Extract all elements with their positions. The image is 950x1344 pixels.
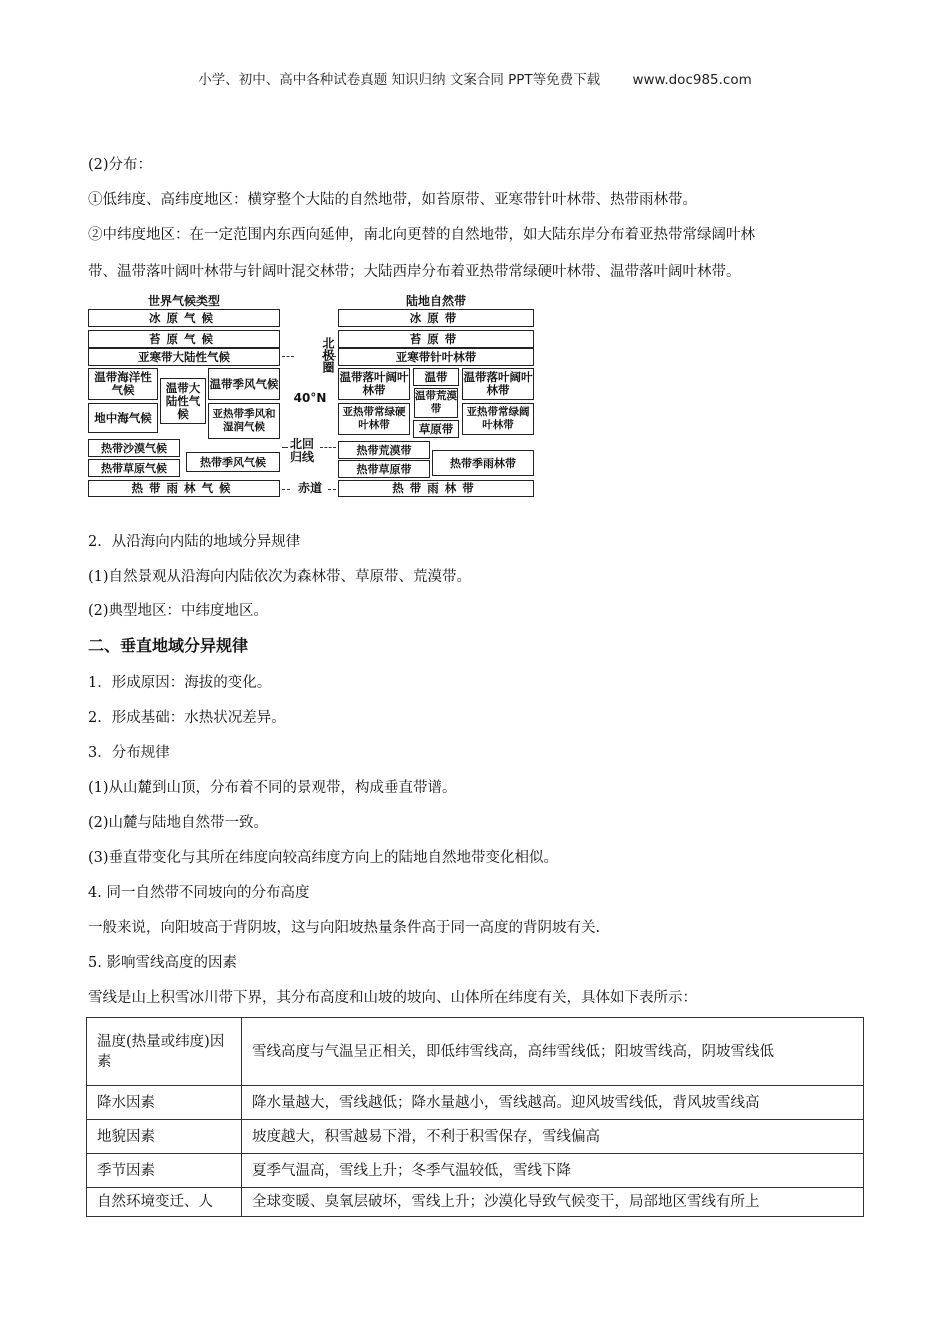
para-pattern-3: (3)垂直带变化与其所在纬度向较高纬度方向上的陆地自然地带变化相似。 [88, 850, 559, 866]
header-site: www.doc985.com [632, 72, 752, 88]
label-arctic-circle: 北极圈 [321, 337, 335, 373]
equator-dash-right [328, 489, 336, 490]
climate-trop-monsoon: 热带季风气候 [186, 452, 280, 472]
arctic-dash-left [282, 356, 294, 357]
zone-grassland: 草原带 [413, 420, 459, 438]
para-slope-title: 4. 同一自然带不同坡向的分布高度 [88, 885, 310, 901]
climate-temp-continental: 温带大陆性气候 [160, 378, 206, 424]
zone-tundra: 苔原带 [338, 330, 534, 348]
table-row [87, 1086, 864, 1120]
diagram-right-title: 陆地自然带 [405, 294, 466, 308]
zone-temp-decid-east: 温带落叶阔叶林带 [462, 368, 534, 400]
climate-mediterranean: 地中海气候 [88, 403, 158, 433]
table-row [87, 1018, 864, 1086]
table-cell-factor: 季节因素 [87, 1154, 242, 1188]
climate-subarctic: 亚寒带大陆性气候 [88, 348, 280, 366]
arctic-dash-right [322, 356, 336, 357]
zone-ice: 冰原带 [338, 309, 534, 327]
climate-zone-diagram [88, 292, 536, 498]
para-mid-lat-2: 带、温带落叶阔叶林带与针阔叶混交林带；大陆西岸分布着亚热带常绿硬叶林带、温带落叶阔叶林带。 [88, 264, 741, 280]
equator-dash-left [282, 489, 290, 490]
climate-subtrop-monsoon: 亚热带季风和湿润气候 [208, 403, 280, 439]
page-header [0, 68, 950, 88]
para-basis: 2．形成基础：水热状况差异。 [88, 710, 286, 726]
para-pattern: 3．分布规律 [88, 745, 170, 761]
climate-trop-rainforest: 热带雨林气候 [88, 480, 280, 497]
label-40n: 40°N [293, 391, 327, 405]
table-cell-desc: 全球变暖、臭氧层破坏，雪线上升；沙漠化导致气候变干，局部地区雪线有所上 [242, 1188, 864, 1217]
label-equator: 赤道 [297, 481, 322, 495]
table-cell-desc: 夏季气温高，雪线上升；冬季气温较低，雪线下降 [242, 1154, 864, 1188]
table-row [87, 1120, 864, 1154]
para-slope-desc: 一般来说，向阳坡高于背阴坡，这与向阳坡热量条件高于同一高度的背阴坡有关. [88, 920, 601, 936]
zone-temperate: 温带 [413, 368, 459, 386]
table-cell-desc: 坡度越大，积雪越易下滑，不利于积雪保存，雪线偏高 [242, 1120, 864, 1154]
para-snowline-desc: 雪线是山上积雪冰川带下界，其分布高度和山坡的坡向、山体所在纬度有关，具体如下表所示： [88, 990, 697, 1006]
para-typical: (2)典型地区：中纬度地区。 [88, 603, 269, 619]
table-cell-factor: 自然环境变迁、人 [87, 1188, 242, 1217]
para-snowline-title: 5. 影响雪线高度的因素 [88, 955, 237, 971]
para-cause: 1．形成原因：海拔的变化。 [88, 675, 272, 691]
zone-sclerophyll: 亚热带常绿硬叶林带 [338, 403, 410, 435]
zone-trop-savanna: 热带草原带 [338, 460, 430, 478]
table-cell-factor: 降水因素 [87, 1086, 242, 1120]
section-heading: 二、垂直地域分异规律 [88, 636, 249, 655]
zone-trop-desert: 热带荒漠带 [338, 441, 430, 459]
para-pattern-1: (1)从山麓到山顶，分布着不同的景观带，构成垂直带谱。 [88, 780, 457, 796]
climate-temp-monsoon: 温带季风气候 [208, 368, 280, 400]
zone-temp-desert: 温带荒漠带 [414, 388, 458, 418]
climate-tundra: 苔原气候 [88, 330, 280, 348]
diagram-left-title: 世界气候类型 [147, 294, 220, 308]
para-mid-lat-1: ②中纬度地区：在一定范围内东西向延伸，南北向更替的自然地带，如大陆东岸分布着亚热带常绿阔叶林 [88, 227, 755, 243]
table-cell-factor: 地貌因素 [87, 1120, 242, 1154]
label-tropic: 北回归线 [289, 437, 314, 464]
tropic-dash-left [282, 447, 288, 448]
para-pattern-2: (2)山麓与陆地自然带一致。 [88, 815, 269, 831]
snowline-factor-table [86, 1017, 864, 1217]
zone-trop-rainforest: 热带雨林带 [338, 480, 534, 497]
climate-ice: 冰原气候 [88, 309, 280, 327]
zone-taiga: 亚寒带针叶林带 [338, 348, 534, 366]
para-distribution: (2)分布： [88, 157, 153, 173]
zone-subtrop-evergreen: 亚热带常绿阔叶林带 [462, 403, 534, 435]
header-text: 小学、初中、高中各种试卷真题 知识归纳 文案合同 PPT等免费下载 [198, 72, 601, 88]
zone-trop-monsoon: 热带季雨林带 [432, 450, 534, 476]
tropic-dash-right [320, 447, 336, 448]
table-cell-factor: 温度(热量或纬度)因素 [87, 1018, 242, 1086]
zone-temp-decid-west: 温带落叶阔叶林带 [338, 368, 410, 400]
table-row [87, 1154, 864, 1188]
climate-trop-desert: 热带沙漠气候 [88, 439, 180, 457]
climate-trop-savanna: 热带草原气候 [88, 459, 180, 477]
para-coast-inland: 2．从沿海向内陆的地域分异规律 [88, 534, 301, 550]
para-low-high-lat: ①低纬度、高纬度地区：横穿整个大陆的自然地带，如苔原带、亚寒带针叶林带、热带雨林带。 [88, 192, 697, 208]
table-row [87, 1188, 864, 1217]
para-landscape: (1)自然景观从沿海向内陆依次为森林带、草原带、荒漠带。 [88, 569, 472, 585]
table-cell-desc: 降水量越大，雪线越低；降水量越小，雪线越高。迎风坡雪线低，背风坡雪线高 [242, 1086, 864, 1120]
table-cell-desc: 雪线高度与气温呈正相关，即低纬雪线高，高纬雪线低；阳坡雪线高，阴坡雪线低 [242, 1018, 864, 1086]
climate-temp-marine: 温带海洋性气候 [88, 368, 158, 400]
